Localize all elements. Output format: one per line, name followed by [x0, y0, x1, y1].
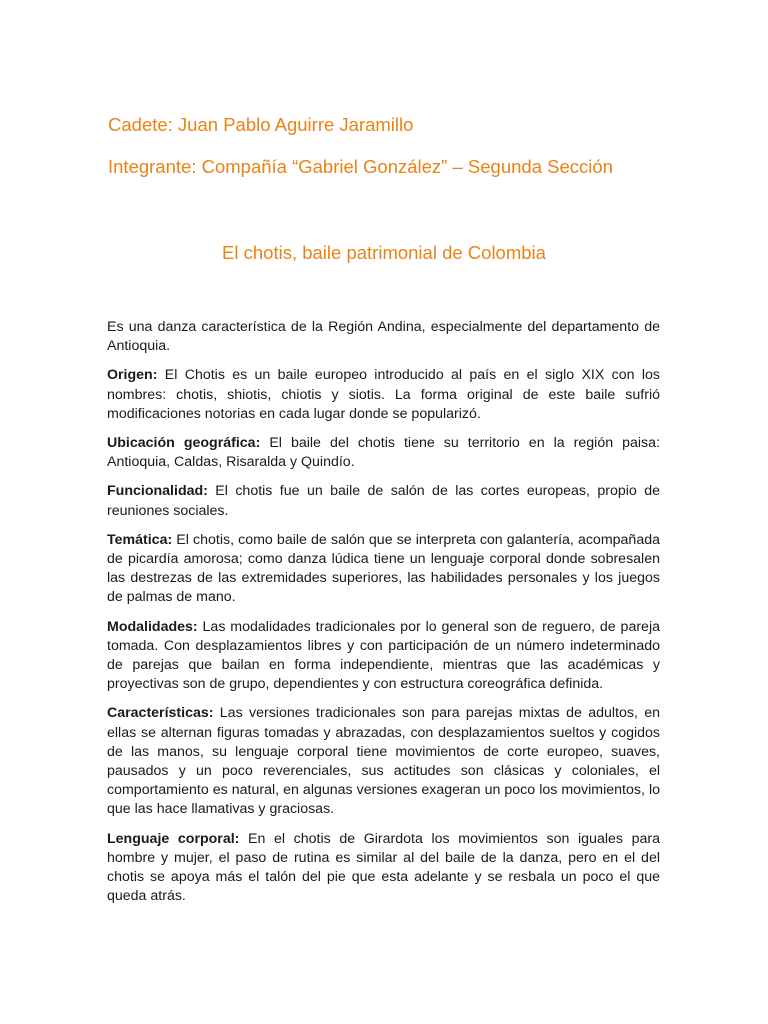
modalidades-paragraph: [107, 618, 660, 695]
document-title: El chotis, baile patrimonial de Colombia: [222, 242, 546, 263]
origen-label: Origen:: [107, 367, 158, 384]
origen-paragraph: [107, 366, 660, 424]
ubicacion-label: Ubicación geográfica:: [107, 435, 261, 452]
tematica-paragraph: [107, 531, 660, 608]
modalidades-text: Las modalidades tradicionales por lo general son de reguero, de pareja tomada. Con desplazamientos libres y con participación de un número indeterminado de parejas que bailan en forma independiente, mientras que las académicas y proyectivas son de grupo, dependientes y con estructura coreográfica definida.: [107, 618, 660, 693]
tematica-text: El chotis, como baile de salón que se interpreta con galantería, acompañada de picardía amorosa; como danza lúdica tiene un lenguaje corporal donde sobresalen las destrezas de las extremidades superiores, las habilidades personales y los juegos de palmas de mano.: [107, 531, 660, 606]
lenguaje-corporal-text: En el chotis de Girardota los movimientos son iguales para hombre y mujer, el paso de rutina es similar al del baile de la danza, pero en el del chotis se apoya más el talón del pie que esta adelante y se resbala un poco el que queda atrás.: [107, 830, 660, 905]
cadete-heading: Cadete: Juan Pablo Aguirre Jaramillo: [108, 114, 414, 135]
funcionalidad-text: El chotis fue un baile de salón de las cortes europeas, propio de reuniones sociales.: [107, 483, 660, 519]
integrante-heading: Integrante: Compañía “Gabriel González” – Segunda Sección: [108, 156, 613, 177]
document-body: [107, 318, 660, 916]
tematica-label: Temática:: [107, 531, 173, 548]
caracteristicas-paragraph: [107, 704, 660, 819]
ubicacion-text: El baile del chotis tiene su territorio en la región paisa: Antioquia, Caldas, Risaralda y Quindío.: [107, 435, 660, 471]
caracteristicas-text: Las versiones tradicionales son para parejas mixtas de adultos, en ellas se alternan figuras tomadas y abrazadas, con desplazamientos sueltos y cogidos de las manos, su lenguaje corporal tiene movimientos de corte europeo, suaves, pausados y un poco reverenciales, sus actitudes son clásicas y coloniales, el comportamiento es natural, en algunas versiones exageran un poco los movimientos, lo que las hace llamativas y graciosas.: [107, 705, 660, 818]
caracteristicas-label: Características:: [107, 705, 214, 722]
funcionalidad-label: Funcionalidad:: [107, 483, 208, 500]
origen-text: El Chotis es un baile europeo introducido al país en el siglo XIX con los nombres: chotis, shiotis, chiotis y siotis. La forma original de este baile sufrió modificaciones notorias en cada lugar donde se popularizó.: [107, 367, 660, 422]
lenguaje-corporal-label: Lenguaje corporal:: [107, 830, 240, 847]
modalidades-label: Modalidades:: [107, 618, 198, 635]
ubicacion-paragraph: [107, 434, 660, 472]
intro-paragraph: Es una danza característica de la Región Andina, especialmente del departamento de Antioquia.: [107, 319, 660, 355]
funcionalidad-paragraph: [107, 482, 660, 520]
lenguaje-corporal-paragraph: [107, 830, 660, 907]
